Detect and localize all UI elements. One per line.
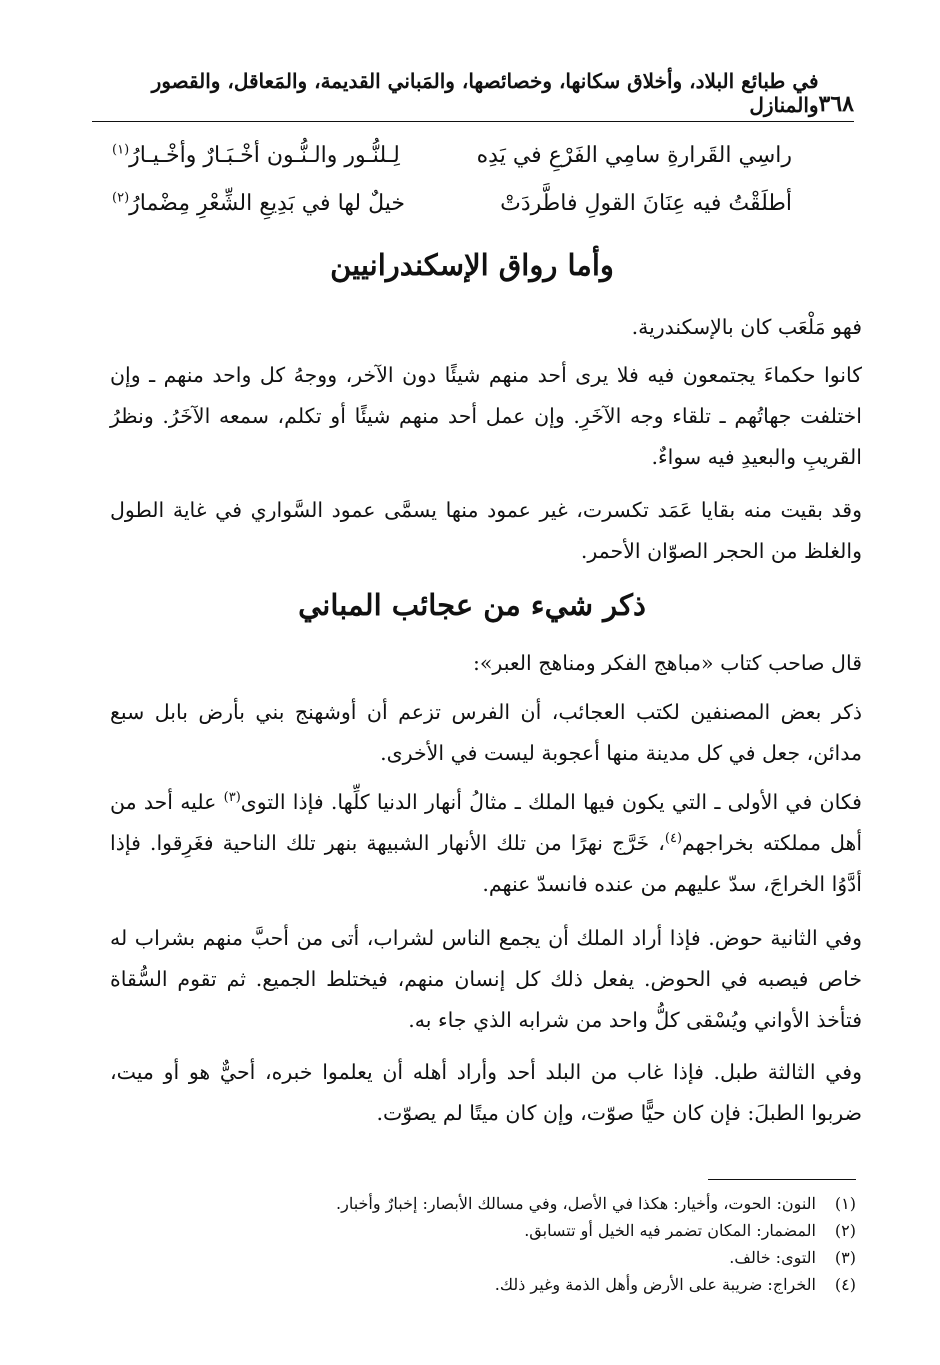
paragraph: كانوا حكماءَ يجتمعون فيه فلا يرى أحد منهم شيئًا دون الآخر، ووجهُ كل واحد منهم ـ وإن اختلفت جهاتُهم ـ تلقاء وجه الآخَرِ. وإن عمل أحد منهم شيئًا أو تكلم، سمعه الآخَرُ. ونظرُ القريبِ والبعيدِ فيه سواءٌ.	[110, 363, 862, 469]
verse-second-hemistich: خيلٌ لها في بَدِيعِ الشِّعْرِ مِضْمارُ$^{(٢)}$	[112, 190, 406, 216]
section-heading: ذكر شيء من عجائب المباني	[298, 588, 646, 622]
footnote-number: (٤)	[834, 1275, 856, 1294]
section-heading: وأما رواق الإسكندرانيين	[330, 248, 614, 282]
page-number: ٣٦٨	[818, 91, 854, 117]
footnote-number: (٣)	[834, 1248, 856, 1267]
footnote-text: الخراج: ضريبة على الأرض وأهل الذمة وغير ذلك.	[494, 1275, 816, 1294]
verse-line	[112, 180, 792, 228]
paragraph: فهو مَلْعَب كان بالإسكندرية.	[631, 315, 862, 339]
footnote-ref: (٤)	[664, 831, 683, 847]
footnote	[200, 1190, 856, 1217]
paragraph: فكان في الأولى ـ التي يكون فيها الملك ـ مثالُ أنهار الدنيا كلِّها. فإذا التوى$^{(٣)}$ عليه أحد من أهل مملكته بخراجهم$^{(٤)}$، خَرَّج نهرًا من تلك الأنهار الشبيهة بنهر تلك الناحية فغَرِقوا. فإذا أدَّوُا الخراجَ، سدّ عليهم من عنده فانسدّ عنهم.	[110, 790, 863, 896]
verse-first-hemistich: راسِي القَرارةِ سامِي الفَرْعِ في يَدِه	[476, 143, 792, 168]
paragraph: وفي الثانية حوض. فإذا أراد الملك أن يجمع الناس لشراب، أتى من أحبَّ منهم بشراب له خاص فيصبه في الحوض. يفعل ذلك كل إنسان منهم، فيختلط الجميع. ثم تقوم السُّقاة فتأخذ الأواني ويُسْقى كلُّ واحد من شرابه الذي جاء به.	[110, 926, 862, 1032]
footnote-text: التوى: خالف.	[729, 1248, 816, 1267]
footnote-text: المضمار: المكان تضمر فيه الخيل أو تتسابق.	[524, 1221, 816, 1240]
footnote-number: (٢)	[834, 1221, 856, 1240]
verse-first-hemistich: أطلَقْتُ فيه عِنَانَ القولِ فاطَّردَتْ	[500, 191, 792, 216]
running-title: في طبائع البلاد، وأخلاق سكانها، وخصائصها، والمَباني القديمة، والمَعاقل، والقصور والمنازل	[151, 69, 819, 117]
paragraph: وقد بقيت منه بقايا عَمَد تكسرت، غير عمود منها يسمَّى عمود السَّواري في غاية الطول والغلظ من الحجر الصوّان الأحمر.	[110, 498, 862, 563]
footnote-ref: (١)	[112, 142, 130, 158]
paragraph: وفي الثالثة طبل. فإذا غاب من البلد أحد وأراد أهله أن يعلموا خبره، أحيٌّ هو أو ميت، ضربوا الطبلَ: فإن كان حيًّا صوّت، وإن كان ميتًا لم يصوّت.	[110, 1060, 862, 1125]
page-header	[92, 69, 854, 122]
paragraph: ذكر بعض المصنفين لكتب العجائب، أن الفرس تزعم أن أوشهنج بني بأرض بابل سبع مدائن، جعل في كل مدينة منها أعجوبة ليست في الأخرى.	[110, 700, 862, 765]
footnotes	[200, 1190, 856, 1298]
footnote-text: النون: الحوت، وأخيار: هكذا في الأصل، وفي مسالك الأبصار: إخبارٌ وأخبار.	[336, 1194, 816, 1213]
paragraph: قال صاحب كتاب «مباهج الفكر ومناهج العبر»:	[472, 651, 862, 675]
poem-verses	[112, 132, 792, 228]
footnote-separator	[708, 1179, 856, 1180]
footnote-number: (١)	[834, 1194, 856, 1213]
footnote-ref: (٣)	[223, 790, 241, 806]
footnote	[200, 1244, 856, 1271]
verse-second-hemistich: لِـلنُّـور والـنُّـون أخْـبَـارٌ وأخْـيـارُ$^{(١)}$	[112, 142, 400, 168]
verse-line	[112, 132, 792, 180]
footnote	[200, 1271, 856, 1298]
footnote-ref: (٢)	[112, 190, 130, 206]
footnote	[200, 1217, 856, 1244]
